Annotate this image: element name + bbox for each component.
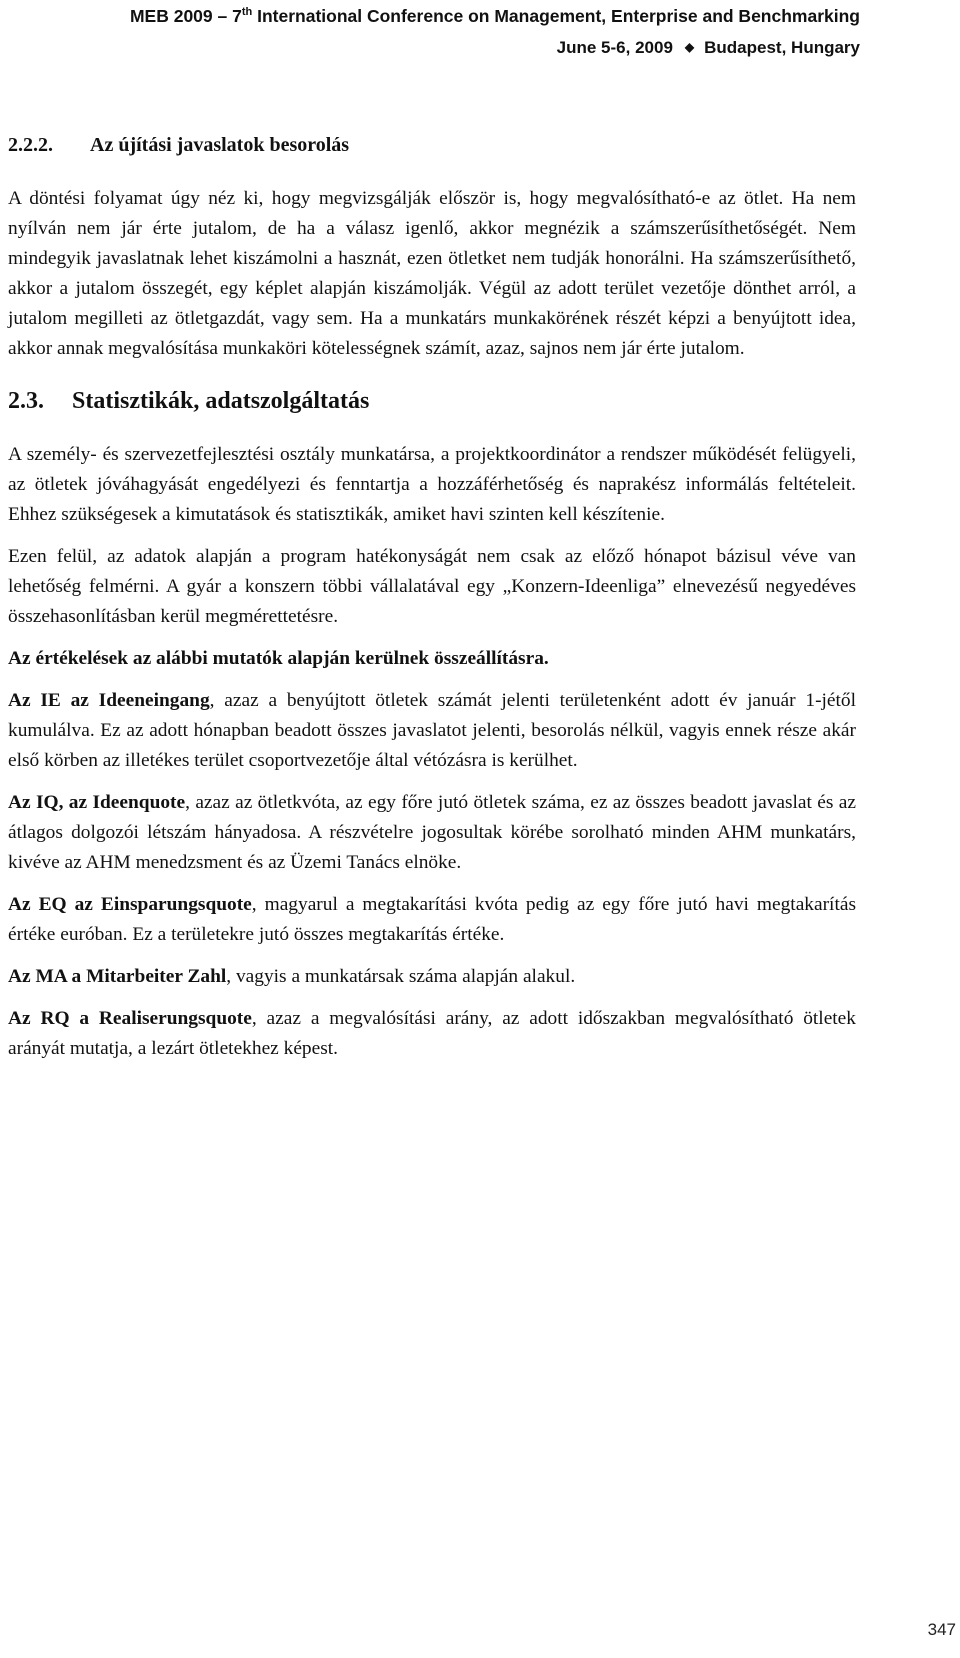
paragraph-iq: Az IQ, az Ideenquote, azaz az ötletkvóta, az egy főre jutó ötletek száma, ez az összes beadott javaslat és az átlagos dolgozói létszám hányadosa. A részvételre jogosultak körébe sorolható minden AHM munkatárs, kivéve az AHM menedzsment és az Üzemi Tanács elnöke. <box>8 792 856 873</box>
conference-date-place <box>557 38 860 58</box>
conference-place: Budapest, Hungary <box>704 38 860 57</box>
paragraph-indicators-intro: Az értékelések az alábbi mutatók alapján kerülnek összeállításra. <box>8 648 549 669</box>
page-number: 347 <box>927 1620 956 1639</box>
paragraph-coordinator: A személy- és szervezetfejlesztési osztály munkatársa, a projektkoordinátor a rendszer működését felügyeli, az ötletek jóváhagyását engedélyezi és fenntartja a hozzáférhetőség és naprakész informálás feltételeit. Ehhez szükségesek a kimutatások és statisztikák, amiket havi szinten kell készítenie. <box>8 444 856 525</box>
diamond-icon: ◆ <box>684 40 695 54</box>
paragraph-konzern-ideenliga: Ezen felül, az adatok alapján a program hatékonyságát nem csak az előző hónapot bázisul véve van lehetőség felmérni. A gyár a konszern többi vállalatával egy „Konzern-Ideenliga” elnevezésű negyedéves összehasonlításban kerül megmérettetésre. <box>8 546 856 627</box>
paragraph-rq: Az RQ a Realiserungsquote, azaz a megvalósítási arány, az adott időszakban megvalósítható ötletek arányát mutatja, a lezárt ötletekhez képest. <box>8 1008 856 1059</box>
paragraph-eq: Az EQ az Einsparungsquote, magyarul a megtakarítási kvóta pedig az egy főre jutó havi megtakarítás értéke euróban. Ez a területekre jutó összes megtakarítás értéke. <box>8 894 856 945</box>
section-heading-23: 2.3. Statisztikák, adatszolgáltatás <box>8 388 370 414</box>
section-heading-222: 2.2.2. Az újítási javaslatok besorolás <box>8 134 350 156</box>
conference-title: MEB 2009 – 7th International Conference on Management, Enterprise and Benchmarking <box>129 6 860 26</box>
document-body <box>8 130 856 1076</box>
paragraph-ma: Az MA a Mitarbeiter Zahl, vagyis a munkatársak száma alapján alakul. <box>8 966 576 987</box>
paragraph-decision-process: A döntési folyamat úgy néz ki, hogy megvizsgálják először is, hogy megvalósítható-e az ötlet. Ha nem nyílván nem jár érte jutalom, de ha a válasz igenlő, akkor megnézik a számszerűsíthetőségét. Nem mindegyik javaslatnak lehet kiszámolni a hasznát, ezen ötletket nem tudják honorálni. Ha számszerűsíthető, akkor a jutalom összegét, egy képlet alapján kiszámolják. Végül az adott terület vezetője dönthet arról, a jutalom megilleti az ötletgazdát, vagy sem. Ha a munkatárs munkakörének részét képzi a benyújtott idea, akkor annak megvalósítása munkaköri kötelességnek számít, azaz, sajnos nem jár érte jutalom. <box>8 188 856 359</box>
conference-date: June 5-6, 2009 <box>556 38 673 57</box>
paragraph-ie: Az IE az Ideeneingang, azaz a benyújtott ötletek számát jelenti területenként adott év január 1-jétől kumulálva. Ez az adott hónapban beadott összes javaslatot jelenti, besorolás nélkül, vagyis ennek része akár első körben az illetékes terület csoportvezetője által vétózásra is kerülhet. <box>8 690 856 771</box>
